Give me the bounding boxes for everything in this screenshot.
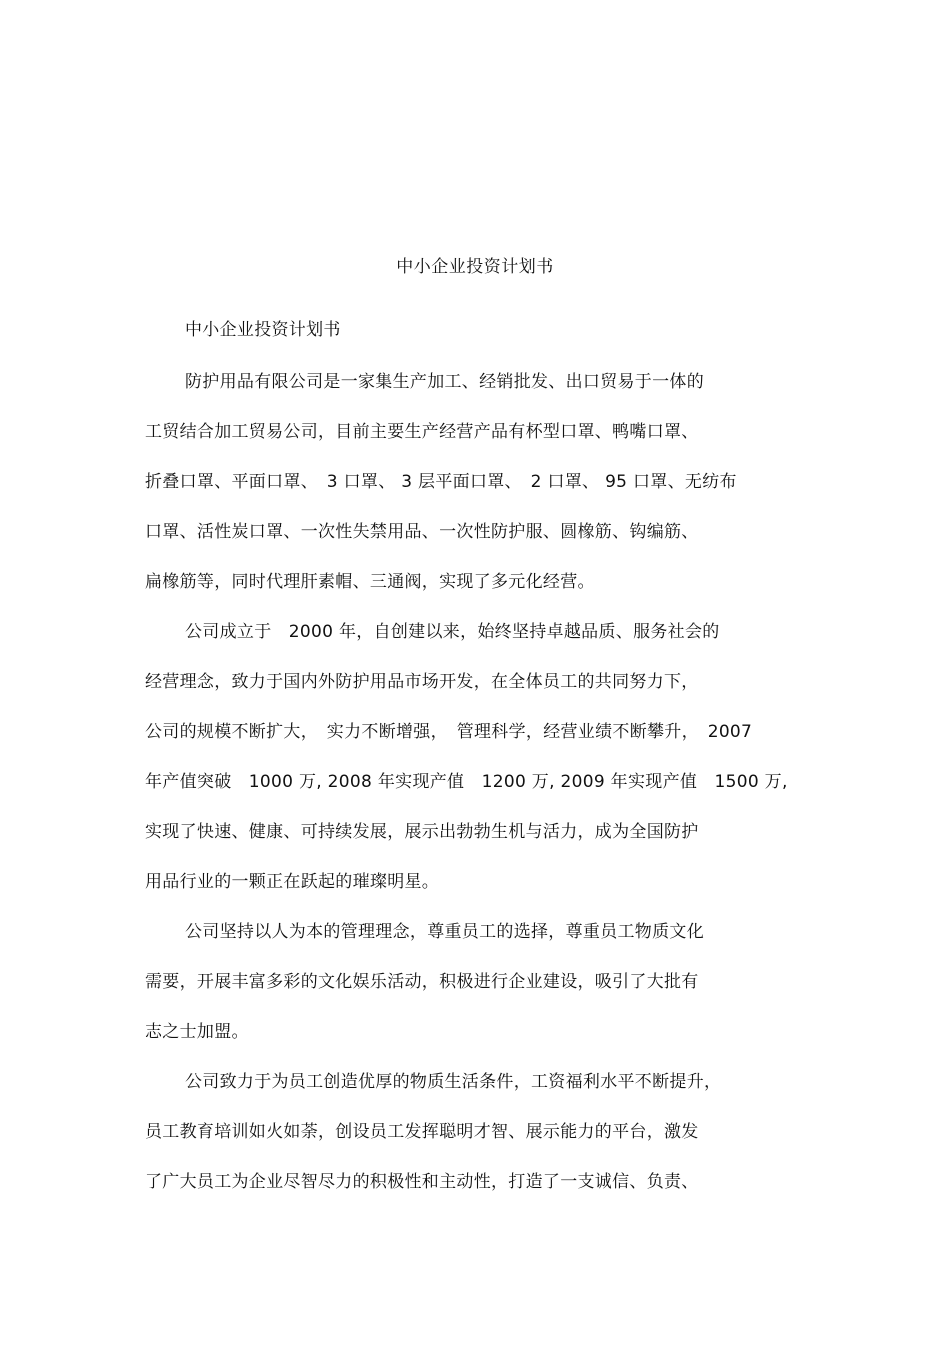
paragraph-line: 公司的规模不断扩大， 实力不断增强， 管理科学，经营业绩不断攀升， 2007: [145, 722, 753, 742]
paragraph-line: 员工教育培训如火如荼，创设员工发挥聪明才智、展示能力的平台，激发: [145, 1122, 699, 1142]
paragraph-line: 口罩、活性炭口罩、一次性失禁用品、一次性防护服、圆橡筋、钩编筋、: [145, 522, 699, 542]
paragraph-line: 公司成立于 2000 年，自创建以来，始终坚持卓越品质、服务社会的: [185, 622, 720, 642]
paragraph-line: 经营理念，致力于国内外防护用品市场开发，在全体员工的共同努力下，: [145, 672, 699, 692]
document-subtitle: 中小企业投资计划书: [185, 320, 341, 340]
paragraph-line: 年产值突破 1000 万, 2008 年实现产值 1200 万, 2009 年实现产值 1500 万,: [145, 772, 788, 792]
paragraph-line: 公司致力于为员工创造优厚的物质生活条件，工资福利水平不断提升，: [185, 1072, 722, 1092]
document-title: 中小企业投资计划书: [396, 257, 554, 277]
paragraph-line: 用品行业的一颗正在跃起的璀璨明星。: [145, 872, 440, 892]
paragraph-line: 了广大员工为企业尽智尽力的积极性和主动性，打造了一支诚信、负责、: [145, 1172, 699, 1192]
paragraph-line: 扁橡筋等，同时代理肝素帽、三通阀，实现了多元化经营。: [145, 572, 595, 592]
paragraph-line: 防护用品有限公司是一家集生产加工、经销批发、出口贸易于一体的: [185, 372, 704, 392]
paragraph-line: 志之士加盟。: [145, 1022, 249, 1042]
paragraph-line: 工贸结合加工贸易公司，目前主要生产经营产品有杯型口罩、鸭嘴口罩、: [145, 422, 699, 442]
paragraph-line: 需要，开展丰富多彩的文化娱乐活动，积极进行企业建设，吸引了大批有: [145, 972, 699, 992]
paragraph-line: 公司坚持以人为本的管理理念，尊重员工的选择，尊重员工物质文化: [185, 922, 704, 942]
paragraph-line: 实现了快速、健康、可持续发展，展示出勃勃生机与活力，成为全国防护: [145, 822, 699, 842]
paragraph-line: 折叠口罩、平面口罩、 3 口罩、 3 层平面口罩、 2 口罩、 95 口罩、无纺布: [145, 472, 737, 492]
